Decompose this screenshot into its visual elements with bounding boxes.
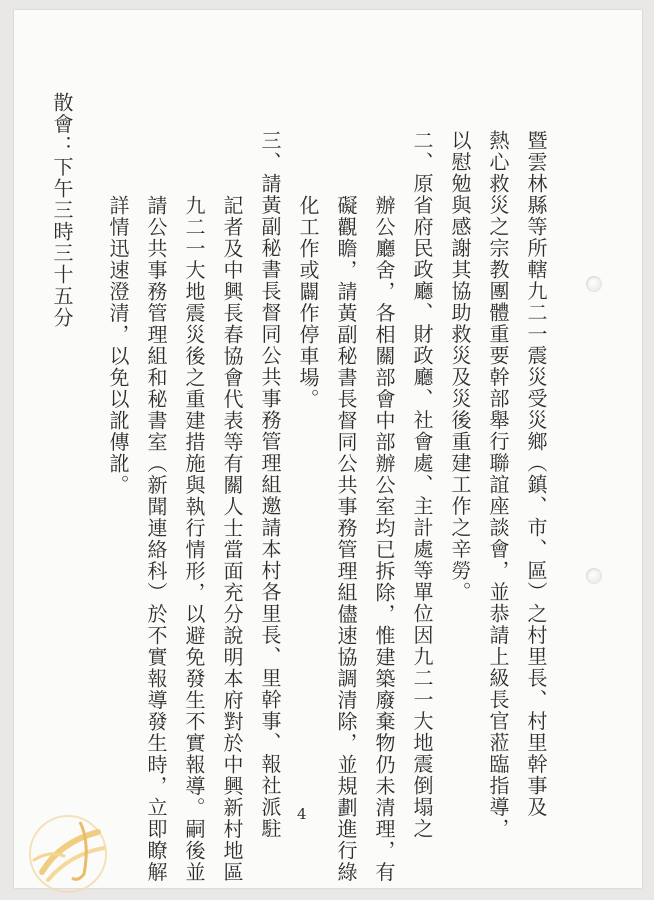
document-page bbox=[14, 10, 642, 888]
archive-logo-icon bbox=[20, 802, 120, 898]
text-column-4: 二、原省府民政廳、財政廳、社會處、主計處等單位因九二一大地震倒塌之 bbox=[410, 130, 434, 840]
text-column-11: 請公共事務管理組和秘書室（新聞連絡科）於不實報導發生時，立即瞭解 bbox=[144, 195, 168, 883]
text-column-7: 化工作或闢作停車場。 bbox=[296, 195, 320, 410]
text-column-1: 暨雲林縣等所轄九二一震災受災鄉（鎮、市、區）之村里長、村里幹事及 bbox=[524, 130, 548, 818]
text-column-12: 詳情迅速澄清，以免以訛傳訛。 bbox=[106, 195, 130, 496]
closing-line: 散會：下午三時三十五分 bbox=[50, 92, 74, 329]
text-column-10: 九二一大地震災後之重建措施與執行情形，以避免發生不實報導。嗣後並 bbox=[182, 195, 206, 883]
text-column-6: 礙觀瞻，請黃副秘書長督同公共事務管理組儘速協調清除，並規劃進行綠 bbox=[334, 195, 358, 883]
punch-hole-top bbox=[586, 276, 602, 292]
page-number: 4 bbox=[297, 805, 307, 823]
text-column-8: 三、請黃副秘書長督同公共事務管理組邀請本村各里長、里幹事、報社派駐 bbox=[258, 130, 282, 840]
text-column-9: 記者及中興長春協會代表等有關人士當面充分說明本府對於中興新村地區 bbox=[220, 195, 244, 883]
text-column-5: 辦公廳舍，各相關部會中部辦公室均已拆除，惟建築廢棄物仍未清理，有 bbox=[372, 195, 396, 883]
punch-hole-bottom bbox=[586, 568, 602, 584]
text-column-2: 熱心救災之宗教團體重要幹部舉行聯誼座談會，並恭請上級長官蒞臨指導， bbox=[486, 130, 510, 840]
text-column-3: 以慰勉與感謝其協助救災及災後重建工作之辛勞。 bbox=[448, 130, 472, 603]
